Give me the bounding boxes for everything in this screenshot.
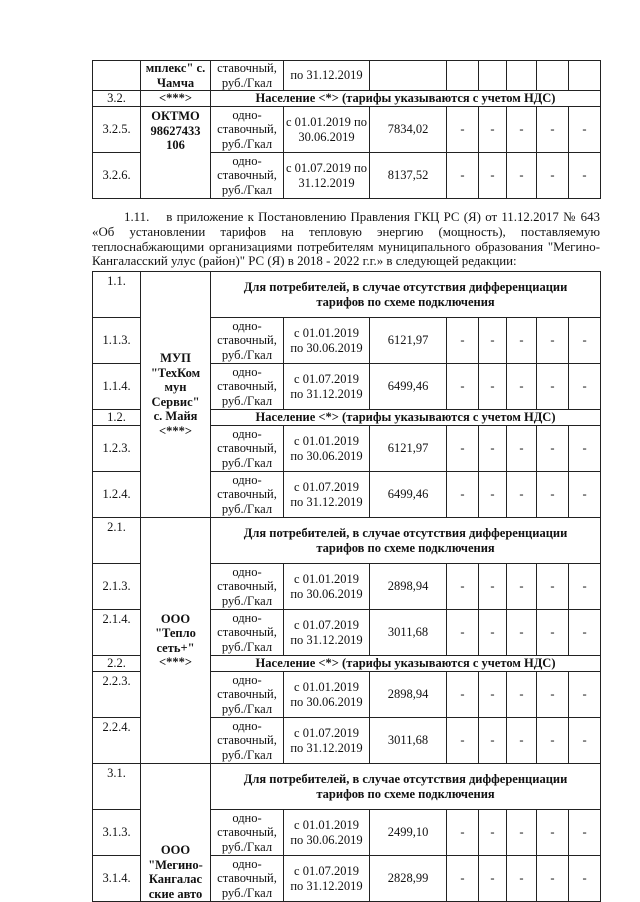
dash-cell: - [537,610,569,656]
unit-cell [211,318,284,364]
text-line: руб./Гкал [221,347,273,362]
period-cell [284,318,370,364]
text-line: тарифов по схеме подключения [316,786,495,801]
text-line: МУП [160,351,191,365]
text-line: ставочный, [217,733,277,748]
dash-cell: - [447,810,479,856]
dash-cell: - [479,153,507,199]
dash-cell: - [537,318,569,364]
text-line: ставочный, [217,687,277,702]
row-number: 2.2.4. [93,718,141,764]
unit-cell [211,718,284,764]
text-line: по 30.06.2019 [290,448,363,463]
dash-cell: - [569,318,601,364]
tariff-value: 2499,10 [370,810,447,856]
text-line: по 31.12.2019 [290,878,363,893]
org-name [141,518,211,764]
text-line: одно- [232,426,262,441]
text-line: одно- [232,856,262,871]
text-line: одно- [232,364,262,379]
dash-cell: - [507,364,537,410]
row-number: 2.1.4. [93,610,141,656]
dash-cell: - [507,610,537,656]
dash-cell: - [479,564,507,610]
text-line: по 31.12.2019 [290,740,363,755]
text-line: одно- [232,718,262,733]
period-cell: по 31.12.2019 [284,61,370,91]
text-line: Для потребителей, в случае отсутствия дифференциации [243,280,568,294]
dash-cell: - [479,364,507,410]
dash-cell: - [569,718,601,764]
dash-cell: - [569,153,601,199]
text-line: ставочный, [217,825,277,840]
text-line: по 31.12.2019 [290,494,363,509]
unit-cell [211,672,284,718]
unit-cell: одно-ставочный, руб./Гкал [211,107,284,153]
dash-cell: - [479,610,507,656]
text-line: руб./Гкал [221,639,273,654]
section-header [211,764,601,810]
dash-cell: - [479,810,507,856]
section-header: Население <*> (тарифы указываются с учетом НДС) [211,410,601,426]
dash-cell: - [447,426,479,472]
tariff-value: 2828,99 [370,856,447,902]
text-line: по 30.06.2019 [290,586,363,601]
unit-cell [211,810,284,856]
tariff-value: 6499,46 [370,364,447,410]
section-header: Население <*> (тарифы указываются с учетом НДС) [211,91,601,107]
period-cell: с 01.07.2019 по 31.12.2019 [284,153,370,199]
text-line: одно- [232,672,262,687]
tariff-value: 8137,52 [370,153,447,199]
dash-cell: - [537,107,569,153]
amendment-paragraph [92,210,600,269]
text-line: ставочный, [217,625,277,640]
dash-cell: - [537,718,569,764]
row-number: 3.2. [93,91,141,107]
text-line: <***> [159,423,192,438]
period-cell [284,856,370,902]
tariff-value: 3011,68 [370,718,447,764]
tariff-table-chamcha [92,60,601,199]
dash-cell: - [507,564,537,610]
text-line: одно- [232,472,262,487]
row-number: 3.1.4. [93,856,141,902]
row-number [93,61,141,91]
dash-cell: - [569,672,601,718]
dash-cell: - [447,672,479,718]
text-line: одно- [232,318,262,333]
dash-cell: - [447,718,479,764]
text-line: по 30.06.2019 [290,832,363,847]
row-number: 3.1.3. [93,810,141,856]
row-number: 1.1. [93,272,141,318]
dash-cell: - [537,472,569,518]
row-number: 1.1.4. [93,364,141,410]
text-line: руб./Гкал [221,593,273,608]
text-line: <***> [159,655,192,669]
text-line: ставочный, [217,579,277,594]
dash-cell: - [569,564,601,610]
dash-cell: - [537,364,569,410]
dash-cell: - [569,426,601,472]
org-name-top: мплекс" с. Чамча [141,61,211,91]
row-number: 2.2. [93,656,141,672]
period-cell [284,426,370,472]
text-line: ставочный, [217,379,277,394]
dash-cell: - [507,856,537,902]
text-line: руб./Гкал [221,501,273,516]
text-line: с 01.01.2019 [294,818,359,832]
org-name [141,272,211,518]
row-number: 3.2.5. [93,107,141,153]
text-line: ООО [160,843,191,857]
period-cell [284,718,370,764]
dash-cell: - [447,107,479,153]
dash-cell: - [507,718,537,764]
paragraph-text: в приложение к Постановлению Правления ГКЦ РС (Я) от 11.12.2017 № 643 «Об установлении тарифов на тепловую энергию (мощность), поставляемую теплоснабжающими организациями потребителям муниципального образования "Мегино-Кангаласский улус (район)" РС (Я) в 2018 - 2022 г.г.» в следующей редакции: [92,210,600,269]
dash-cell: - [447,856,479,902]
unit-cell [211,564,284,610]
text-line: "Тепло [155,626,196,640]
text-line: с 01.01.2019 [294,680,359,694]
tariff-value: 3011,68 [370,610,447,656]
text-line: ские авто [148,886,203,901]
text-line: одно- [232,564,262,579]
tariff-value: 6121,97 [370,318,447,364]
dash-cell: - [479,672,507,718]
dash-cell: - [569,107,601,153]
period-cell [284,672,370,718]
text-line: "ТехКом [150,365,201,380]
text-line: тарифов по схеме подключения [316,540,495,555]
text-line: Для потребителей, в случае отсутствия дифференциации [243,772,568,786]
text-line: с 01.01.2019 [294,572,359,586]
dash-cell: - [569,364,601,410]
section-header [211,518,601,564]
dash-cell: - [447,610,479,656]
text-line: мун [164,380,187,394]
period-cell [284,810,370,856]
unit-cell [211,856,284,902]
text-line: ставочный, [217,487,277,502]
unit-cell [211,610,284,656]
tariff-value: 7834,02 [370,107,447,153]
row-number: 2.1. [93,518,141,564]
row-number: 3.1. [93,764,141,810]
text-line: ставочный, [217,871,277,886]
dash-cell: - [447,472,479,518]
org-name [141,764,211,902]
text-line: одно- [232,810,262,825]
org-marker: <***> [141,91,211,107]
row-number: 1.2.4. [93,472,141,518]
tariff-table-megino [92,271,601,902]
text-line: по 31.12.2019 [290,386,363,401]
text-line: руб./Гкал [221,455,273,470]
tariff-value: 2898,94 [370,672,447,718]
dash-cell: - [537,564,569,610]
text-line: сеть+" [156,640,195,655]
tariff-value: 6499,46 [370,472,447,518]
dash-cell: - [537,672,569,718]
text-line: руб./Гкал [221,839,273,854]
dash-cell: - [507,810,537,856]
text-line: с 01.07.2019 [294,372,359,386]
row-number: 2.1.3. [93,564,141,610]
text-line: с 01.07.2019 [294,480,359,494]
text-line: руб./Гкал [221,747,273,762]
dash-cell: - [507,153,537,199]
dash-cell: - [479,318,507,364]
text-line: с 01.07.2019 [294,726,359,740]
paragraph-number: 1.11. [124,210,150,224]
unit-cell [211,364,284,410]
text-line: Для потребителей, в случае отсутствия дифференциации [243,526,568,540]
dash-cell: - [447,564,479,610]
dash-cell: - [569,810,601,856]
text-line: с 01.07.2019 [294,618,359,632]
text-line: тарифов по схеме подключения [316,294,495,309]
unit-cell [211,426,284,472]
dash-cell: - [479,856,507,902]
text-line: с 01.01.2019 [294,326,359,340]
text-line: руб./Гкал [221,885,273,900]
text-line: ООО [160,611,191,626]
dash-cell: - [507,107,537,153]
row-number: 1.2.3. [93,426,141,472]
dash-cell: - [479,107,507,153]
text-line: руб./Гкал [221,393,273,408]
text-line: с 01.01.2019 [294,434,359,448]
text-line: ставочный, [217,441,277,456]
tariff-value: 2898,94 [370,564,447,610]
dash-cell: - [507,318,537,364]
dash-cell: - [537,810,569,856]
dash-cell: - [507,672,537,718]
text-line: "Мегино- [148,857,203,872]
row-number: 1.1.3. [93,318,141,364]
row-number: 3.2.6. [93,153,141,199]
org-oktmo: ОКТМО 98627433 106 [141,107,211,199]
text-line: одно- [232,610,262,625]
text-line: ставочный, [217,333,277,348]
unit-cell [211,472,284,518]
dash-cell: - [507,426,537,472]
section-header [211,272,601,318]
section-header: Население <*> (тарифы указываются с учетом НДС) [211,656,601,672]
row-number: 2.2.3. [93,672,141,718]
text-line: по 30.06.2019 [290,694,363,709]
text-line: Сервис" [151,394,200,409]
dash-cell: - [507,472,537,518]
period-cell [284,364,370,410]
text-line: руб./Гкал [221,701,273,716]
period-cell [284,610,370,656]
period-cell [284,472,370,518]
dash-cell: - [479,472,507,518]
dash-cell: - [537,856,569,902]
text-line: по 31.12.2019 [290,632,363,647]
dash-cell: - [569,472,601,518]
text-line: Кангалас [148,872,203,886]
row-number: 1.2. [93,410,141,426]
unit-cell: ставочный, руб./Гкал [211,61,284,91]
period-cell [284,564,370,610]
tariff-value: 6121,97 [370,426,447,472]
dash-cell: - [537,153,569,199]
text-line: с 01.07.2019 [294,864,359,878]
value-cell [370,61,447,91]
dash-cell: - [569,610,601,656]
dash-cell: - [447,318,479,364]
dash-cell: - [569,856,601,902]
text-line: по 30.06.2019 [290,340,363,355]
unit-cell: одно-ставочный, руб./Гкал [211,153,284,199]
dash-cell: - [447,153,479,199]
dash-cell: - [537,426,569,472]
dash-cell: - [479,718,507,764]
dash-cell: - [447,364,479,410]
dash-cell: - [479,426,507,472]
period-cell: с 01.01.2019 по 30.06.2019 [284,107,370,153]
text-line: с. Майя [153,409,198,423]
